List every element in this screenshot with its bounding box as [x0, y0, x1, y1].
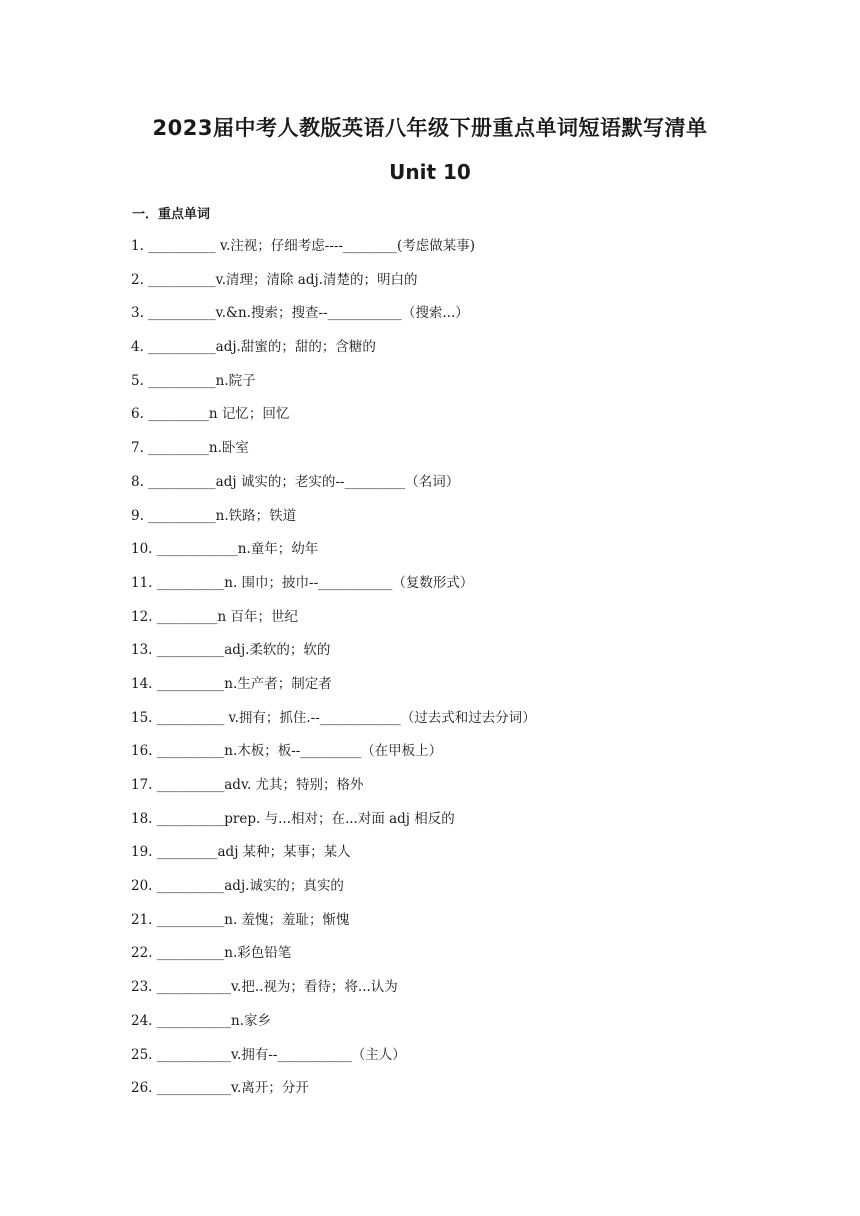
list-item: 16. __________n.木板；板--_________（在甲板上）: [131, 743, 443, 760]
list-item: 18. __________prep. 与...相对；在...对面 adj 相反的: [131, 810, 455, 827]
list-item: 15. __________ v.拥有；抓住.--____________（过去式和过去分词）: [131, 709, 536, 726]
list-item: 19. _________adj 某种；某事；某人: [131, 844, 351, 861]
list-item: 25. ___________v.拥有--___________（主人）: [131, 1046, 406, 1063]
list-item: 12. _________n 百年；世纪: [131, 608, 298, 625]
list-item: 13. __________adj.柔软的；软的: [131, 642, 331, 659]
list-item: 9. __________n.铁路；铁道: [131, 507, 297, 524]
list-item: 17. __________adv. 尤其；特别；格外: [131, 777, 364, 793]
list-item: 10. ____________n.童年；幼年: [131, 541, 319, 558]
list-item: 26. ___________v.离开；分开: [131, 1080, 309, 1097]
list-item: 22. __________n.彩色铅笔: [131, 945, 292, 962]
list-item: 4. __________adj.甜蜜的；甜的；含糖的: [131, 339, 376, 356]
list-item: 1. __________ v.注视；仔细考虑----________(考虑做某事): [131, 238, 476, 254]
section-heading: 一．重点单词: [132, 207, 211, 222]
unit-heading: Unit 10: [389, 160, 471, 184]
list-item: 6. _________n 记忆；回忆: [131, 406, 290, 423]
list-item: 21. __________n. 羞愧；羞耻；惭愧: [131, 911, 350, 928]
list-item: 24. ___________n.家乡: [131, 1012, 271, 1029]
list-item: 3. __________v.&n.搜索；搜查--___________（搜索...）: [131, 305, 469, 322]
list-item: 8. __________adj 诚实的；老实的--_________（名词）: [131, 473, 460, 490]
list-item: 23. ___________v.把..视为；看待；将...认为: [131, 979, 398, 996]
list-item: 20. __________adj.诚实的；真实的: [131, 878, 344, 895]
list-item: 2. __________v.清理；清除 adj.清楚的；明白的: [131, 271, 418, 288]
list-item: 7. _________n.卧室: [131, 440, 249, 457]
vocabulary-list: [131, 236, 536, 1112]
list-item: 14. __________n.生产者；制定者: [131, 675, 332, 692]
list-item: 5. __________n.院子: [131, 372, 256, 389]
page-title: 2023届中考人教版英语八年级下册重点单词短语默写清单: [152, 116, 708, 140]
list-item: 11. __________n. 围巾；披巾--___________（复数形式）: [131, 574, 474, 591]
